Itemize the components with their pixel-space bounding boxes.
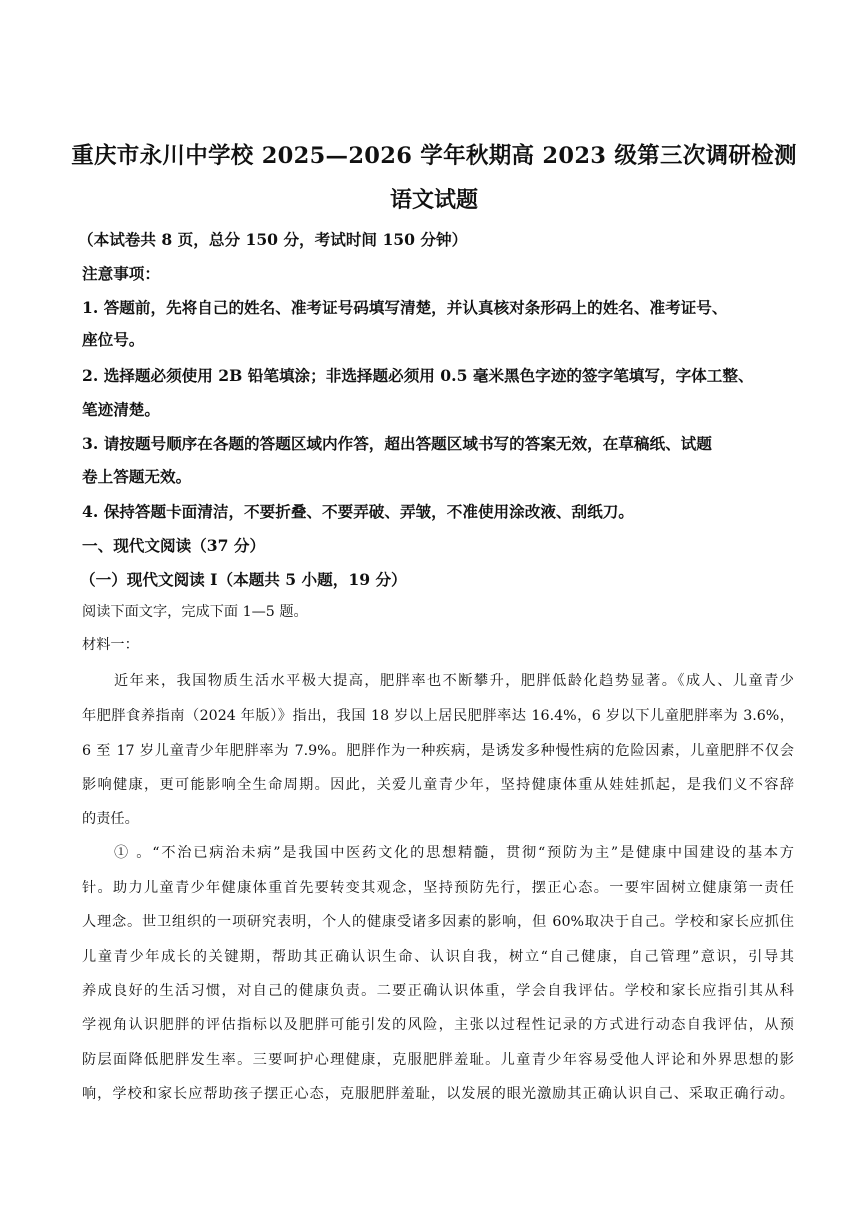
- reading-instruction: 阅读下面文字，完成下面 1—5 题。: [82, 604, 308, 620]
- notice-item-3: 3. 请按题号顺序在各题的答题区域内作答，超出答题区域书写的答案无效，在草稿纸、试题: [82, 434, 712, 453]
- paragraph2-line: 防层面降低肥胖发生率。三要呵护心理健康，克服肥胖羞耻。儿童青少年容易受他人评论和外界思想的影: [82, 1052, 794, 1068]
- paragraph2-line: ① 。“不治已病治未病”是我国中医药文化的思想精髓，贯彻“预防为主”是健康中国建设的基本方: [114, 845, 794, 861]
- paragraph1-line: 的责任。: [82, 811, 139, 827]
- notice-item-1-cont: 座位号。: [82, 330, 145, 349]
- material-label: 材料一：: [82, 637, 139, 653]
- paragraph2-line: 响，学校和家长应帮助孩子摆正心态，克服肥胖羞耻，以发展的眼光激励其正确认识自己、采取正确行动。: [82, 1086, 794, 1102]
- notice-item-2: 2. 选择题必须使用 2B 铅笔填涂；非选择题必须用 0.5 毫米黑色字迹的签字笔填写，字体工整、: [82, 366, 754, 385]
- paragraph1-line: 影响健康，更可能影响全生命周期。因此，关爱儿童青少年，坚持健康体重从娃娃抓起，是我们义不容辞: [82, 777, 794, 793]
- section-heading: 一、现代文阅读（37 分）: [82, 536, 266, 555]
- paragraph1-line: 年肥胖食养指南（2024 年版）》指出，我国 18 岁以上居民肥胖率达 16.4%，6 岁以下儿童肥胖率为 3.6%，: [82, 708, 794, 724]
- paragraph1-line: 近年来，我国物质生活水平极大提高，肥胖率也不断攀升，肥胖低龄化趋势显著。《成人、儿童青少: [114, 673, 794, 689]
- paragraph1-line: 6 至 17 岁儿童青少年肥胖率为 7.9%。肥胖作为一种疾病，是诱发多种慢性病的危险因素，儿童肥胖不仅会: [82, 743, 794, 759]
- notice-item-1: 1. 答题前，先将自己的姓名、准考证号码填写清楚，并认真核对条形码上的姓名、准考证号、: [82, 298, 728, 317]
- paragraph2-line: 儿童青少年成长的关键期，帮助其正确认识生命、认识自我，树立“自己健康，自己管理”意识，引导其: [82, 949, 794, 965]
- paragraph2-line: 人理念。世卫组织的一项研究表明，个人的健康受诸多因素的影响，但 60%取决于自己。学校和家长应抓住: [82, 914, 794, 930]
- subsection-heading: （一）现代文阅读 I（本题共 5 小题，19 分）: [80, 570, 407, 589]
- exam-title: 重庆市永川中学校 2025—2026 学年秋期高 2023 级第三次调研检测: [71, 143, 797, 169]
- notice-item-2-cont: 笔迹清楚。: [82, 400, 160, 419]
- paragraph2-line: 养成良好的生活习惯，对自己的健康负责。二要正确认识体重，学会自我评估。学校和家长应指引其从科: [82, 983, 794, 999]
- exam-subtitle: 语文试题: [389, 187, 478, 213]
- paragraph2-line: 针。助力儿童青少年健康体重首先要转变其观念，坚持预防先行，摆正心态。一要牢固树立健康第一责任: [82, 880, 794, 896]
- paragraph2-line: 学视角认识肥胖的评估指标以及肥胖可能引发的风险，主张以过程性记录的方式进行动态自我评估，从预: [82, 1017, 794, 1033]
- exam-info-note: （本试卷共 8 页，总分 150 分，考试时间 150 分钟）: [78, 230, 468, 249]
- notice-item-3-cont: 卷上答题无效。: [82, 467, 192, 486]
- notice-heading: 注意事项：: [82, 264, 160, 283]
- notice-item-4: 4. 保持答题卡面清洁，不要折叠、不要弄破、弄皱，不准使用涂改液、刮纸刀。: [82, 502, 634, 521]
